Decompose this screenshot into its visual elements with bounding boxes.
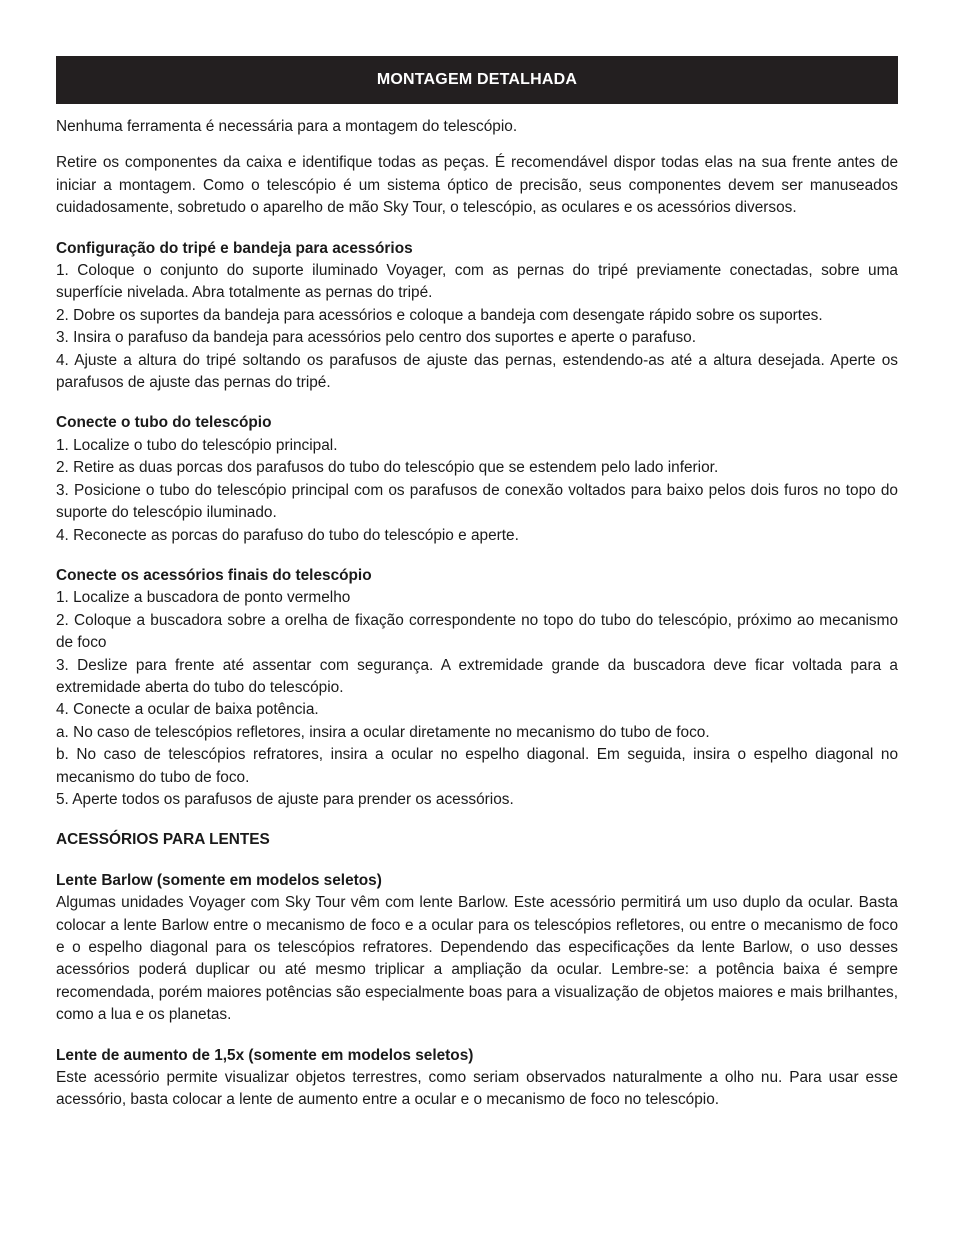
step-line: 3. Posicione o tubo do telescópio principal com os parafusos de conexão voltados para baixo pelos dois furos no topo do suporte do telescópio iluminado. xyxy=(56,481,898,522)
step-line: 1. Localize a buscadora de ponto vermelho xyxy=(56,589,351,607)
step-line: 4. Reconecte as porcas do parafuso do tubo do telescópio e aperte. xyxy=(56,526,519,544)
banner-title: MONTAGEM DETALHADA xyxy=(376,70,578,88)
section-tripod xyxy=(56,238,898,395)
step-line: 4. Ajuste a altura do tripé soltando os parafusos de ajuste das pernas, estendendo-as até a altura desejada. Aperte os parafusos de ajuste das pernas do tripé. xyxy=(56,351,898,392)
step-line: b. No caso de telescópios refratores, insira a ocular no espelho diagonal. Em seguida, insira o espelho diagonal no mecanismo do tubo de foco. xyxy=(56,746,898,786)
section-heading: Configuração do tripé e bandeja para acessórios xyxy=(56,239,413,257)
step-line: 5. Aperte todos os parafusos de ajuste para prender os acessórios. xyxy=(56,790,514,808)
step-line: 2. Retire as duas porcas dos parafusos do tubo do telescópio que se estendem pelo lado inferior. xyxy=(56,459,719,477)
barlow-paragraph: Algumas unidades Voyager com Sky Tour vêm com lente Barlow. Este acessório permitirá um uso duplo da ocular. Basta colocar a lente Barlow entre o mecanismo de foco e a ocular para os telescópios refletores, ou entre o mecanismo de foco e o espelho diagonal para os telescópios refratores. Dependendo das especificações da lente Barlow, o uso desses acessórios poderá duplicar ou até mesmo triplicar a ampliação da ocular. Lembre-se: a potência baixa é sempre recomendada, porém maiores potências são especialmente boas para a visualização de objetos maiores e mais brilhantes, como a lua e os planetas. xyxy=(56,894,898,1024)
section-erecting-lens xyxy=(56,1045,898,1112)
section-heading: Conecte o tubo do telescópio xyxy=(56,414,272,432)
section-barlow xyxy=(56,870,898,1027)
section-heading: Conecte os acessórios finais do telescópio xyxy=(56,566,372,584)
intro-paragraph-2: Retire os componentes da caixa e identifique todas as peças. É recomendável dispor todas elas na sua frente antes de iniciar a montagem. Como o telescópio é um sistema óptico de precisão, seus componentes devem ser manuseados cuidadosamente, sobretudo o aparelho de mão Sky Tour, o telescópio, as oculares e os acessórios diversos. xyxy=(56,154,898,217)
document-page xyxy=(56,56,898,1112)
section-banner xyxy=(56,56,898,104)
step-line: 2. Dobre os suportes da bandeja para acessórios e coloque a bandeja com desengate rápido sobre os suportes. xyxy=(56,306,823,324)
step-line: a. No caso de telescópios refletores, insira a ocular diretamente no mecanismo do tubo de foco. xyxy=(56,723,710,741)
accessories-title: ACESSÓRIOS PARA LENTES xyxy=(56,831,270,849)
step-line: 4. Conecte a ocular de baixa potência. xyxy=(56,701,319,719)
step-line: 2. Coloque a buscadora sobre a orelha de fixação correspondente no topo do tubo do telescópio, próximo ao mecanismo de foco xyxy=(56,611,898,652)
section-heading: Lente Barlow (somente em modelos seletos) xyxy=(56,871,382,889)
section-heading: Lente de aumento de 1,5x (somente em modelos seletos) xyxy=(56,1046,474,1064)
section-final-accessories xyxy=(56,565,898,811)
intro-paragraph-1: Nenhuma ferramenta é necessária para a montagem do telescópio. xyxy=(56,118,518,135)
step-line: 1. Coloque o conjunto do suporte iluminado Voyager, com as pernas do tripé previamente conectadas, sobre uma superfície nivelada. Abra totalmente as pernas do tripé. xyxy=(56,262,898,302)
erecting-paragraph: Este acessório permite visualizar objetos terrestres, como seriam observados naturalmente a olho nu. Para usar esse acessório, basta colocar a lente de aumento entre a ocular e o mecanismo de foco no telescópio. xyxy=(56,1069,898,1109)
section-tube xyxy=(56,412,898,546)
step-line: 3. Deslize para frente até assentar com segurança. A extremidade grande da buscadora deve ficar voltada para a extremidade aberta do tubo do telescópio. xyxy=(56,656,898,696)
step-line: 3. Insira o parafuso da bandeja para acessórios pelo centro dos suportes e aperte o parafuso. xyxy=(56,329,696,347)
step-line: 1. Localize o tubo do telescópio principal. xyxy=(56,436,338,454)
